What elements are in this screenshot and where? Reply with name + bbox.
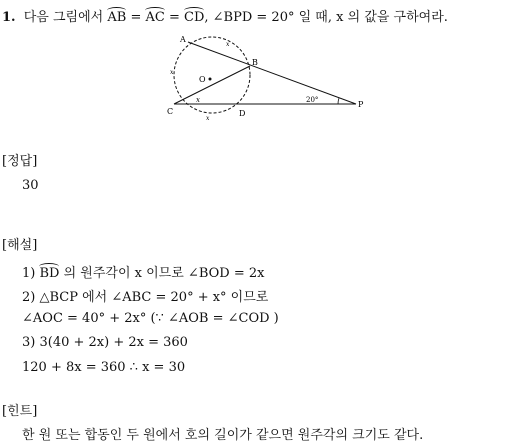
- label-c: C: [167, 107, 174, 116]
- circle-outline: [174, 37, 250, 113]
- label-angle-20: 20°: [306, 96, 319, 104]
- segment-ap: [188, 42, 356, 104]
- arc-ab: AB: [107, 10, 127, 25]
- explanation-label: [해설]: [2, 238, 38, 253]
- equals-2: =: [168, 10, 180, 25]
- center-o-dot: [209, 78, 212, 81]
- label-arc-x-bottom: x: [206, 115, 210, 120]
- equals-1: =: [130, 10, 142, 25]
- explanation-line-1-post: 의 원주각이 x 이므로 ∠BOD = 2x: [63, 266, 265, 281]
- hint-text: 한 원 또는 합동인 두 원에서 호의 길이가 같으면 원주각의 크기도 같다.: [22, 428, 424, 443]
- explanation-line-5: 120 + 8x = 360 ∴ x = 30: [22, 360, 186, 375]
- problem-statement: [2, 6, 448, 25]
- label-a: A: [180, 35, 186, 44]
- label-b: B: [252, 58, 258, 67]
- problem-prefix: 다음 그림에서: [23, 10, 104, 25]
- explanation-line-3: ∠AOC = 40° + 2x° (∵ ∠AOB = ∠COD ): [22, 311, 279, 326]
- explanation-line-1: [22, 262, 264, 281]
- arc-cd: CD: [184, 10, 205, 25]
- label-d: D: [239, 109, 246, 118]
- label-angle-x: x: [196, 96, 200, 104]
- label-p: P: [358, 100, 364, 109]
- explanation-line-1-pre: 1): [22, 266, 36, 281]
- geometry-figure: [166, 34, 366, 120]
- hint-label: [힌트]: [2, 404, 38, 419]
- label-arc-x-top: x: [226, 41, 230, 48]
- explanation-line-4: 3) 3(40 + 2x) + 2x = 360: [22, 335, 188, 350]
- problem-suffix: , ∠BPD = 20° 일 때, x 의 값을 구하여라.: [204, 10, 448, 25]
- arc-ac: AC: [145, 10, 165, 25]
- problem-number: 1.: [2, 10, 16, 25]
- arc-bd: BD: [39, 266, 60, 281]
- answer-value: 30: [22, 178, 39, 193]
- explanation-line-2: 2) △BCP 에서 ∠ABC = 20° + x° 이므로: [22, 290, 269, 305]
- label-o: O: [199, 75, 206, 84]
- segment-cb: [174, 66, 250, 104]
- angle-arc-p: [338, 98, 339, 104]
- label-arc-x-left: x: [170, 69, 174, 76]
- answer-label: [정답]: [2, 154, 38, 169]
